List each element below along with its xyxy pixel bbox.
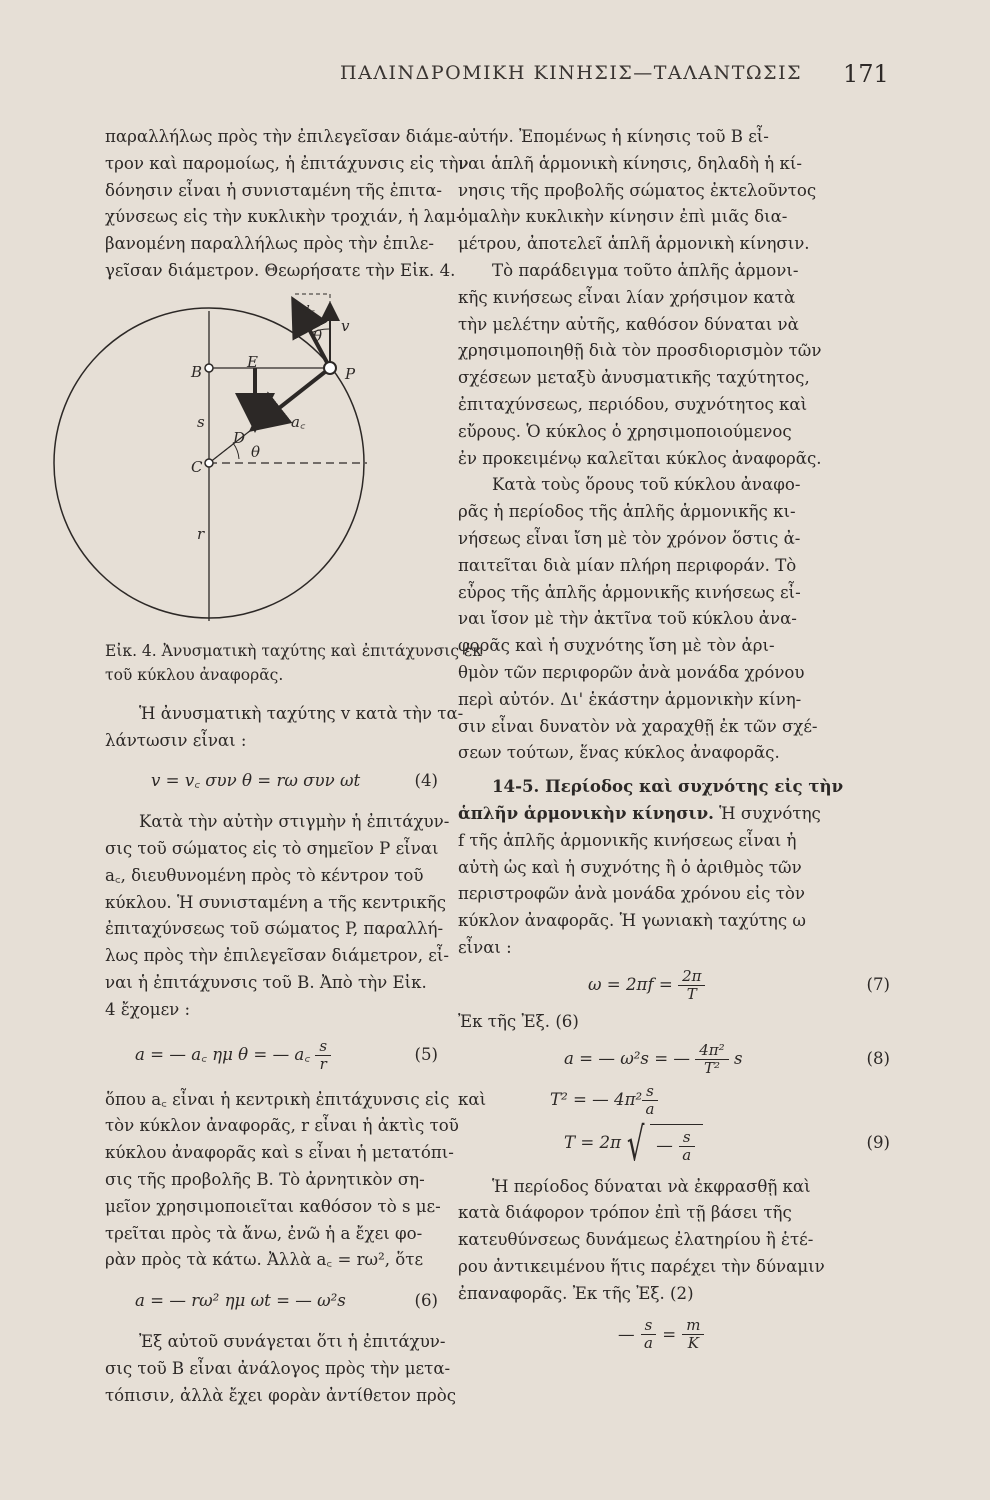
period-paragraph bbox=[458, 1174, 890, 1308]
text-line: τὴν μελέτην αὐτῆς, καθόσον δύναται νὰ bbox=[458, 314, 799, 334]
text-line: λως πρὸς τὴν ἐπιλεγεῖσαν διάμετρον, εἶ- bbox=[105, 946, 450, 966]
text-line: τόπισιν, ἀλλὰ ἔχει φορὰν ἀντίθετον πρὸς bbox=[105, 1385, 457, 1405]
text-line: ἐπιταχύνσεως τοῦ σώματος P, παραλλή- bbox=[105, 919, 444, 939]
numerator: 4π² bbox=[695, 1042, 728, 1060]
text-line: Κατὰ τοὺς ὅρους τοῦ κύκλου ἀναφο- bbox=[492, 475, 801, 495]
equation-7 bbox=[458, 968, 890, 1003]
text-line: σις τῆς προβολῆς B. Τὸ ἀρνητικὸν ση- bbox=[105, 1169, 425, 1189]
text-line: Τὸ παράδειγμα τοῦτο ἁπλῆς ἁρμονι- bbox=[492, 260, 799, 280]
text-line: περιστροφῶν ἀνὰ μονάδα χρόνου εἰς τὸν bbox=[458, 884, 806, 904]
definitions-paragraph bbox=[105, 1087, 459, 1275]
text-line: περὶ αὐτόν. Δι' ἑκάστην ἁρμονικὴν κίνη- bbox=[458, 689, 802, 709]
acceleration-paragraph bbox=[105, 809, 450, 1023]
equation-number: (5) bbox=[414, 1044, 438, 1064]
equation-number: (8) bbox=[866, 1048, 890, 1068]
equation-body bbox=[564, 1116, 703, 1171]
equation-4 bbox=[105, 768, 438, 795]
reference-circle-figure bbox=[105, 291, 438, 631]
numerator: m bbox=[682, 1317, 704, 1335]
text-line: βανομένη παραλλήλως πρὸς τὴν ἐπιλε- bbox=[105, 234, 434, 254]
equation-6 bbox=[105, 1288, 438, 1315]
text-line: δόνησιν εἶναι ἡ συνισταμένη τῆς ἐπιτα- bbox=[105, 180, 443, 200]
reference-circle-paragraph bbox=[458, 472, 890, 767]
radicand bbox=[650, 1124, 702, 1164]
label-D: D bbox=[233, 428, 246, 447]
equation-lhs: T² = — 4π² bbox=[550, 1089, 643, 1109]
text-line: ἐπιταχύνσεως, περιόδου, συχνότητος καὶ bbox=[458, 394, 808, 414]
section-heading-line2 bbox=[458, 800, 890, 828]
section-heading: 14-5. Περίοδος καὶ συχνότης εἰς τὴν bbox=[492, 776, 844, 797]
text-line: κύκλον ἀναφορᾶς. Ἡ γωνιακὴ ταχύτης ω bbox=[458, 911, 806, 931]
equation-lhs: ω = 2πf = bbox=[588, 974, 673, 994]
equation-lhs: a = — ω²s = — bbox=[564, 1048, 690, 1068]
shm-paragraph bbox=[458, 124, 890, 258]
text-line: κῆς κινήσεως εἶναι λίαν χρήσιμον κατὰ bbox=[458, 287, 796, 307]
equals-sign: = bbox=[662, 1324, 677, 1344]
label-theta-mid: θ bbox=[251, 442, 261, 461]
conclusion-paragraph bbox=[105, 1329, 457, 1409]
text-line: παιτεῖται διὰ μίαν πλήρη περιφοράν. Τὸ bbox=[458, 555, 797, 575]
text-line: τὸν κύκλον ἀναφορᾶς, r εἶναι ἡ ἀκτὶς τοῦ bbox=[105, 1116, 459, 1136]
point-P bbox=[324, 362, 336, 374]
text-line: ἐπαναφορᾶς. Ἐκ τῆς Ἐξ. (2) bbox=[458, 1283, 694, 1303]
text-line: κύκλου. Ἡ συνισταμένη a τῆς κεντρικῆς bbox=[105, 892, 447, 912]
equation-lhs: T = 2π bbox=[564, 1133, 621, 1153]
velocity-paragraph bbox=[105, 701, 464, 755]
equation-5 bbox=[105, 1038, 438, 1073]
text-line: σεων τούτων, ἕνας κύκλος ἀναφορᾶς. bbox=[458, 743, 780, 763]
text-line: γεῖσαν διάμετρον. Θεωρήσατε τὴν Εἰκ. 4. bbox=[105, 260, 456, 280]
denominator: T bbox=[686, 984, 697, 1003]
text-line: σις τοῦ σώματος εἰς τὸ σημεῖον P εἶναι bbox=[105, 838, 439, 858]
label-s: s bbox=[197, 412, 205, 431]
figure-drawing bbox=[105, 291, 438, 631]
text-line: f τῆς ἁπλῆς ἁρμονικῆς κινήσεως εἶναι ἡ bbox=[458, 830, 797, 850]
section-heading-rest: Ἡ συχνότης bbox=[713, 803, 821, 823]
denominator: r bbox=[319, 1054, 327, 1073]
equation-number: (4) bbox=[414, 771, 438, 791]
text-line: νήσεως εἶναι ἴση μὲ τὸν χρόνον ὅστις ἀ- bbox=[458, 528, 801, 548]
right-column bbox=[458, 124, 890, 1362]
text-line: εὔρους. Ὁ κύκλος ὁ χρησιμοποιούμενος bbox=[458, 421, 792, 441]
caption-line: τοῦ κύκλου ἀναφορᾶς. bbox=[105, 665, 284, 684]
left-column bbox=[105, 124, 482, 1409]
text-line: ναι ἴσον μὲ τὴν ἀκτῖνα τοῦ κύκλου ἀνα- bbox=[458, 609, 797, 629]
text-line: ρὰν πρὸς τὰ κάτω. Ἀλλὰ a꜀ = rω², ὅτε bbox=[105, 1250, 424, 1270]
text-line: 4 ἔχομεν : bbox=[105, 999, 191, 1019]
square-root-icon: √ bbox=[626, 1116, 645, 1171]
numerator: s bbox=[642, 1083, 658, 1101]
section-14-5 bbox=[458, 773, 890, 962]
conjunction: καὶ bbox=[458, 1089, 487, 1109]
numerator: s bbox=[315, 1038, 331, 1056]
text-line: σις τοῦ B εἶναι ἀνάλογος πρὸς τὴν μετα- bbox=[105, 1358, 451, 1378]
label-B: B bbox=[191, 362, 203, 381]
text-line: Ἡ περίοδος δύναται νὰ ἐκφρασθῇ καὶ bbox=[492, 1176, 811, 1196]
denominator: T² bbox=[703, 1058, 720, 1077]
text-line: χύνσεως εἰς τὴν κυκλικὴν τροχιάν, ἡ λαμ- bbox=[105, 207, 462, 227]
section-heading-bold: ἁπλῆν ἁρμονικὴν κίνησιν. bbox=[458, 802, 714, 823]
text-line: ἐν προκειμένῳ καλεῖται κύκλος ἀναφορᾶς. bbox=[458, 448, 822, 468]
text-line: σιν εἶναι δυνατὸν νὰ χαραχθῇ ἐκ τῶν σχέ- bbox=[458, 716, 818, 736]
equation-expression: v = v꜀ συν θ = rω συν ωt bbox=[151, 771, 361, 791]
text-line: χρησιμοποιηθῇ διὰ τὸν προσδιορισμὸν τῶν bbox=[458, 341, 822, 361]
text-line: αὐτὴ ὡς καὶ ἡ συχνότης ἢ ὁ ἀριθμὸς τῶν bbox=[458, 857, 802, 877]
running-head: ΠΑΛΙΝΔΡΟΜΙΚΗ ΚΙΝΗΣΙΣ—ΤΑΛΑΝΤΩΣΙΣ bbox=[340, 62, 803, 84]
fraction bbox=[679, 1129, 695, 1164]
example-paragraph bbox=[458, 258, 890, 472]
text-line: ὅπου a꜀ εἶναι ἡ κεντρικὴ ἐπιτάχυνσις εἰς bbox=[105, 1089, 450, 1109]
figure-caption bbox=[105, 639, 482, 687]
label-vc: v꜀ bbox=[301, 298, 315, 317]
label-r: r bbox=[197, 524, 205, 543]
equation-8 bbox=[458, 1042, 890, 1077]
equation-reference: Ἐκ τῆς Ἐξ. (6) bbox=[458, 1011, 579, 1031]
label-ac: a꜀ bbox=[291, 412, 306, 431]
text-line: παραλλήλως πρὸς τὴν ἐπιλεγεῖσαν διάμε- bbox=[105, 127, 459, 146]
text-line: ρου ἀντικειμένου ἥτις παρέχει τὴν δύναμιν bbox=[458, 1256, 825, 1276]
text-line: κατευθύνσεως δυνάμεως ἐλατηρίου ἢ ἑτέ- bbox=[458, 1230, 814, 1250]
text-line: τρον καὶ παρομοίως, ἡ ἐπιτάχυνσις εἰς τὴν bbox=[105, 153, 469, 173]
text-line: Ἐξ αὐτοῦ συνάγεται ὅτι ἡ ἐπιτάχυν- bbox=[139, 1331, 446, 1351]
text-line: σχέσεων μεταξὺ ἀνυσματικῆς ταχύτητος, bbox=[458, 368, 810, 388]
text-line: εὖρος τῆς ἁπλῆς ἁρμονικῆς κινήσεως εἶ- bbox=[458, 582, 801, 602]
equation-lhs: a = — a꜀ ημ θ = — a꜀ bbox=[135, 1044, 311, 1064]
text-line: αὐτήν. Ἐπομένως ἡ κίνησις τοῦ B εἶ- bbox=[458, 127, 769, 146]
text-line: κύκλου ἀναφορᾶς καὶ s εἶναι ἡ μετατόπι- bbox=[105, 1143, 454, 1163]
text-line: μεῖον χρησιμοποιεῖται καθόσον τὸ s με- bbox=[105, 1196, 441, 1216]
minus-sign: — bbox=[656, 1135, 673, 1155]
fraction bbox=[695, 1042, 728, 1077]
fraction bbox=[641, 1317, 657, 1352]
text-line: ναι ἁπλῆ ἁρμονικὴ κίνησις, δηλαδὴ ἡ κί- bbox=[458, 153, 802, 173]
minus-sign: — bbox=[618, 1324, 635, 1344]
denominator: a bbox=[682, 1145, 692, 1164]
text-line: ναι ἡ ἐπιτάχυνσις τοῦ B. Ἀπὸ τὴν Εἰκ. bbox=[105, 972, 427, 992]
text-line: κατὰ διάφορον τρόπον ἐπὶ τῇ βάσει τῆς bbox=[458, 1203, 792, 1223]
equation-number: (9) bbox=[866, 1133, 890, 1153]
text-line: Ἡ ἀνυσματικὴ ταχύτης v κατὰ τὴν τα- bbox=[139, 703, 464, 723]
caption-line: Εἰκ. 4. Ἀνυσματικὴ ταχύτης καὶ ἐπιτάχυνσις ἐκ bbox=[105, 641, 482, 660]
text-line: λάντωσιν εἶναι : bbox=[105, 730, 247, 750]
equation-number: (6) bbox=[414, 1291, 438, 1311]
text-line: εἶναι : bbox=[458, 937, 512, 957]
text-line: μέτρου, ἀποτελεῖ ἁπλῆ ἁρμονικὴ κίνησιν. bbox=[458, 234, 810, 254]
numerator: 2π bbox=[678, 968, 705, 986]
numerator: s bbox=[641, 1317, 657, 1335]
equation-T-squared bbox=[458, 1083, 890, 1118]
intro-paragraph bbox=[105, 124, 469, 285]
denominator: K bbox=[687, 1334, 699, 1353]
label-E: E bbox=[247, 352, 258, 371]
text-line: Κατὰ τὴν αὐτὴν στιγμὴν ἡ ἐπιτάχυν- bbox=[139, 812, 450, 832]
label-v: v bbox=[341, 316, 350, 335]
page-number: 171 bbox=[843, 60, 889, 88]
equation-9 bbox=[458, 1116, 890, 1171]
fraction bbox=[315, 1038, 331, 1073]
point-B bbox=[205, 364, 213, 372]
label-a: a bbox=[240, 390, 249, 409]
text-line: ρᾶς ἡ περίοδος τῆς ἁπλῆς ἁρμονικῆς κι- bbox=[458, 502, 796, 522]
fraction bbox=[642, 1083, 658, 1118]
equation-ratio bbox=[458, 1317, 890, 1352]
label-P: P bbox=[345, 364, 356, 383]
text-line: τρεῖται πρὸς τὰ ἄνω, ἐνῶ ἡ a ἔχει φο- bbox=[105, 1223, 423, 1243]
label-theta-top: θ bbox=[313, 326, 323, 345]
point-C bbox=[205, 459, 213, 467]
denominator: a bbox=[645, 1099, 655, 1118]
text-line: νησις τῆς προβολῆς σώματος ἐκτελοῦντος bbox=[458, 180, 817, 200]
text-line: a꜀, διευθυνομένη πρὸς τὸ κέντρον τοῦ bbox=[105, 865, 424, 885]
text-line: ὁμαλὴν κυκλικὴν κίνησιν ἐπὶ μιᾶς δια- bbox=[458, 207, 788, 227]
denominator: a bbox=[643, 1334, 653, 1353]
equation-number: (7) bbox=[866, 974, 890, 994]
text-line: θμὸν τῶν περιφορῶν ἀνὰ μονάδα χρόνου bbox=[458, 662, 805, 682]
text-line: φορᾶς καὶ ἡ συχνότης ἴση μὲ τὸν ἀρι- bbox=[458, 636, 775, 656]
numerator: s bbox=[679, 1129, 695, 1147]
fraction bbox=[678, 968, 705, 1003]
fraction bbox=[682, 1317, 704, 1352]
equation-expression: a = — rω² ημ ωt = — ω²s bbox=[135, 1291, 346, 1311]
equation-rhs: s bbox=[733, 1048, 743, 1068]
label-C: C bbox=[191, 457, 203, 476]
